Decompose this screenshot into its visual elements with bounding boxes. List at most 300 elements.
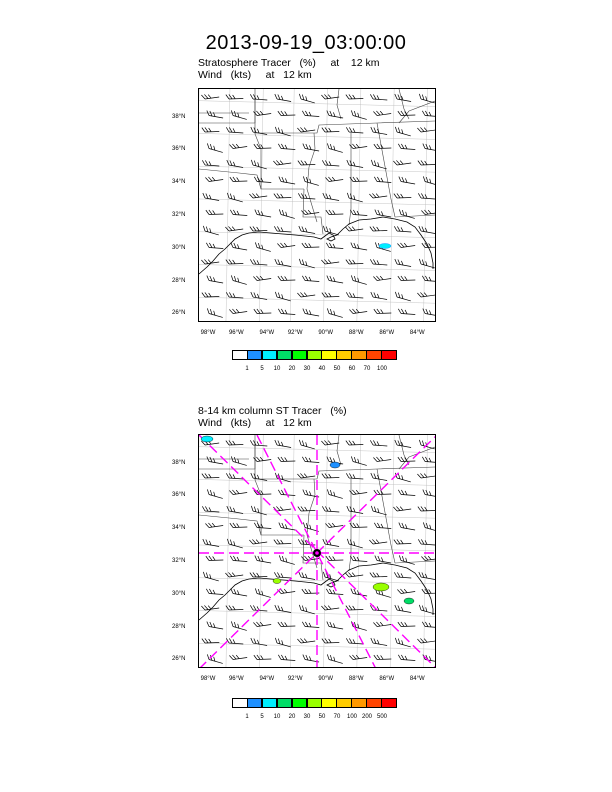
wind-barb — [278, 107, 295, 119]
wind-barb — [346, 471, 363, 481]
wind-barb — [322, 158, 339, 168]
wind-barb — [322, 124, 339, 136]
wind-barb — [278, 618, 295, 630]
wind-barb — [323, 193, 339, 202]
wind-barb — [302, 109, 319, 119]
latitude-gridline — [199, 265, 436, 271]
wind-barb — [206, 587, 223, 597]
wind-barb — [254, 140, 271, 152]
panel-1-title-wind: Wind (kts) at 12 km — [198, 69, 312, 81]
wind-barb — [351, 588, 367, 597]
wind-barb — [226, 91, 243, 103]
wind-barb — [351, 456, 368, 465]
wind-barb — [299, 259, 316, 268]
colorbar-swatch — [277, 698, 293, 708]
wind-barb — [205, 518, 223, 531]
wind-barb — [207, 308, 224, 317]
colorbar-swatch — [351, 350, 367, 360]
wind-barb — [205, 172, 223, 185]
wind-barb — [422, 109, 436, 119]
state-border — [307, 133, 317, 222]
wind-barb — [206, 206, 223, 218]
longitude-gridline — [290, 435, 294, 668]
colorbar-label: 70 — [333, 714, 341, 720]
wind-barb — [203, 572, 220, 581]
state-border — [399, 447, 435, 469]
panel-2-map-svg — [199, 435, 436, 668]
wind-barb — [321, 90, 339, 103]
wind-barb — [254, 175, 271, 185]
wind-barb — [274, 224, 291, 234]
wind-barb — [370, 92, 387, 102]
wind-barb — [393, 502, 411, 515]
latitude-tick-label: 36°N — [172, 146, 186, 153]
wind-barb — [398, 653, 415, 663]
wind-barb — [226, 636, 243, 646]
colorbar-label: 1 — [245, 714, 249, 720]
latitude-gridline — [199, 166, 436, 172]
wind-barb — [279, 209, 296, 218]
wind-barb — [299, 94, 316, 103]
wind-barb — [275, 440, 291, 449]
wind-barb — [375, 209, 391, 218]
wind-barb — [373, 106, 391, 119]
wind-barb — [277, 238, 295, 251]
tracer-contour — [273, 579, 281, 584]
wind-barb — [255, 242, 272, 251]
wind-barb — [253, 106, 271, 119]
wind-barb — [274, 536, 291, 548]
colorbar-swatch — [277, 350, 293, 360]
colorbar-swatch — [321, 350, 337, 360]
main-title: 2013-09-19_03:00:00 — [205, 32, 407, 54]
colorbar-label: 100 — [376, 366, 388, 372]
wind-barb — [374, 521, 391, 531]
wind-barb — [346, 256, 363, 268]
wind-barb — [398, 307, 415, 317]
wind-barb — [231, 110, 248, 119]
wind-barb — [373, 452, 391, 465]
longitude-tick-label: 96°W — [228, 330, 244, 336]
wind-barb — [326, 206, 343, 218]
wind-barb — [274, 190, 291, 202]
colorbar-label: 70 — [363, 366, 371, 372]
wind-barb — [346, 602, 363, 614]
wind-barb — [226, 471, 243, 481]
wind-barb — [202, 289, 219, 301]
wind-barb — [417, 634, 435, 647]
wind-barb — [351, 621, 368, 630]
wind-barb — [207, 275, 223, 284]
longitude-tick-label: 90°W — [318, 676, 334, 682]
wind-barb — [325, 172, 343, 185]
colorbar-swatch — [381, 350, 397, 360]
colorbar-label: 50 — [333, 366, 341, 372]
longitude-gridline — [259, 89, 263, 322]
wind-barb — [231, 588, 247, 597]
wind-barb — [254, 521, 271, 531]
wind-barb — [397, 584, 415, 597]
wind-barb — [326, 241, 343, 251]
latitude-tick-label: 34°N — [172, 525, 186, 532]
colorbar-label: 20 — [288, 714, 296, 720]
tracer-contour — [201, 436, 213, 442]
wind-barb — [207, 654, 224, 663]
colorbar-label: 1 — [245, 366, 249, 372]
wind-barb — [254, 651, 271, 663]
longitude-tick-label: 88°W — [348, 676, 364, 682]
wind-barb — [207, 110, 223, 119]
colorbar-label: 500 — [376, 714, 388, 720]
longitude-gridline — [226, 435, 230, 668]
wind-barb — [370, 569, 387, 581]
wind-barb — [345, 568, 363, 581]
longitude-gridline — [324, 89, 328, 322]
wind-barb — [298, 191, 315, 201]
wind-barb — [350, 519, 367, 531]
wind-barb — [277, 584, 295, 597]
wind-barb — [350, 173, 367, 185]
latitude-tick-label: 30°N — [172, 244, 186, 251]
latitude-tick-label: 26°N — [172, 310, 186, 317]
wind-barb — [302, 239, 319, 251]
wind-barb — [230, 173, 247, 185]
wind-barb — [399, 209, 416, 218]
longitude-tick-label: 90°W — [318, 330, 334, 336]
wind-barb — [371, 638, 387, 647]
longitude-tick-label: 86°W — [379, 676, 395, 682]
panel-2-map — [198, 434, 436, 668]
wind-barb — [299, 226, 315, 235]
wind-barb — [273, 502, 291, 515]
wind-barb — [299, 440, 316, 449]
latitude-tick-label: 26°N — [172, 656, 186, 663]
wind-barb — [298, 157, 315, 169]
wind-barb — [347, 539, 364, 548]
latitude-gridline — [199, 101, 436, 107]
wind-barb — [371, 292, 387, 301]
longitude-tick-label: 94°W — [259, 676, 275, 682]
longitude-gridline — [423, 435, 427, 668]
wind-barb — [351, 110, 368, 119]
wind-barb — [250, 92, 267, 102]
wind-barb — [395, 605, 411, 614]
wind-barb — [395, 127, 412, 136]
wind-barb — [351, 242, 367, 251]
wind-barb — [327, 308, 344, 317]
wind-barb — [345, 222, 363, 235]
longitude-tick-label: 92°W — [287, 676, 303, 682]
wind-barb — [393, 156, 411, 169]
wind-barb — [418, 191, 435, 201]
wind-barb — [231, 456, 248, 465]
wind-barb — [423, 143, 436, 152]
wind-barb — [203, 226, 220, 235]
latitude-tick-label: 32°N — [172, 557, 186, 564]
colorbar-label: 10 — [273, 366, 281, 372]
colorbar-label: 200 — [361, 714, 373, 720]
wind-barb — [226, 125, 243, 135]
wind-barb — [347, 160, 363, 169]
wind-barb — [253, 617, 271, 630]
colorbar-label: 10 — [273, 714, 281, 720]
wind-barb — [298, 503, 315, 515]
cross-section-center-dot — [315, 551, 319, 555]
wind-barb — [351, 275, 368, 284]
wind-barb — [346, 125, 363, 135]
wind-barb — [253, 452, 271, 465]
panel-2-title-tracer: 8-14 km column ST Tracer (%) — [198, 405, 347, 417]
wind-barb — [251, 473, 267, 482]
wind-barb — [321, 601, 339, 614]
colorbar-swatch — [262, 698, 278, 708]
wind-barb — [327, 110, 343, 119]
longitude-tick-label: 84°W — [409, 330, 425, 336]
longitude-tick-label: 84°W — [409, 676, 425, 682]
latitude-tick-label: 32°N — [172, 211, 186, 218]
longitude-tick-label: 98°W — [200, 330, 216, 336]
latitude-tick-label: 30°N — [172, 590, 186, 597]
latitude-tick-label: 36°N — [172, 492, 186, 499]
wind-barb — [229, 650, 247, 663]
colorbar-swatch — [307, 698, 323, 708]
wind-barb — [322, 635, 339, 647]
latitude-tick-label: 34°N — [172, 179, 186, 186]
wind-barb — [301, 205, 319, 218]
colorbar-swatch — [232, 698, 248, 708]
wind-barb — [303, 176, 320, 185]
wind-barb — [327, 654, 344, 663]
longitude-tick-label: 98°W — [200, 676, 216, 682]
colorbar-label: 50 — [318, 714, 326, 720]
wind-barb — [374, 305, 391, 317]
state-border — [399, 101, 435, 123]
wind-barb — [418, 157, 435, 169]
wind-barb — [322, 470, 339, 482]
colorbar-swatch — [262, 350, 278, 360]
colorbar-label: 100 — [346, 714, 358, 720]
longitude-tick-label: 86°W — [379, 330, 395, 336]
state-border — [349, 133, 351, 225]
wind-barb — [398, 453, 415, 465]
wind-barb — [229, 304, 247, 317]
wind-barb — [297, 634, 315, 647]
colorbar-swatch — [247, 350, 263, 360]
wind-barb — [297, 288, 315, 301]
tracer-contour — [373, 583, 389, 591]
state-border — [395, 215, 435, 217]
colorbar-label: 5 — [260, 714, 264, 720]
wind-barb — [278, 142, 295, 152]
colorbar-swatch — [336, 698, 352, 708]
colorbar-swatch — [292, 698, 308, 708]
longitude-tick-label: 96°W — [228, 676, 244, 682]
wind-barb — [231, 621, 248, 630]
wind-barb — [229, 139, 247, 152]
wind-barb — [417, 123, 435, 136]
panel-1-map-svg — [199, 89, 436, 322]
state-border — [199, 515, 261, 535]
wind-barb — [303, 308, 319, 317]
wind-barb — [349, 650, 367, 663]
wind-barb — [327, 621, 343, 630]
wind-barb — [349, 139, 367, 152]
colorbar-swatch — [232, 350, 248, 360]
wind-barb — [369, 535, 387, 548]
wind-barb — [374, 140, 391, 152]
wind-barb — [417, 469, 435, 482]
wind-barb — [398, 618, 415, 630]
wind-barb — [275, 259, 291, 268]
panel-1-map — [198, 88, 436, 322]
wind-barb — [349, 485, 367, 498]
panel-2-title-wind: Wind (kts) at 12 km — [198, 417, 312, 429]
latitude-tick-label: 28°N — [172, 623, 186, 630]
wind-barb — [398, 142, 415, 152]
wind-barb — [231, 275, 248, 284]
wind-barb — [297, 469, 315, 482]
colorbar-swatch — [292, 350, 308, 360]
wind-barb — [399, 555, 416, 564]
wind-barb — [297, 123, 315, 136]
wind-barb — [230, 208, 247, 218]
longitude-tick-label: 88°W — [348, 330, 364, 336]
latitude-gridline — [199, 133, 436, 139]
wind-barb — [278, 272, 295, 284]
wind-barb — [249, 535, 267, 548]
wind-barb — [418, 537, 435, 547]
wind-barb — [206, 552, 223, 564]
wind-barb — [203, 193, 219, 202]
wind-barb — [201, 90, 219, 103]
colorbar-label: 5 — [260, 366, 264, 372]
wind-barb — [275, 94, 291, 103]
wind-barb — [398, 488, 415, 498]
colorbar-swatch — [366, 698, 382, 708]
wind-barb — [321, 255, 339, 268]
wind-barb — [347, 193, 364, 202]
colorbar-label: 30 — [303, 714, 311, 720]
tracer-contour — [404, 598, 414, 604]
wind-barb — [423, 489, 436, 498]
wind-barb — [229, 485, 247, 498]
wind-barb — [230, 519, 247, 531]
wind-barb — [370, 257, 387, 267]
wind-barb — [398, 107, 415, 119]
wind-barb — [421, 205, 436, 218]
wind-barb — [370, 603, 387, 613]
colorbar-label: 30 — [303, 366, 311, 372]
wind-barb — [394, 570, 411, 580]
wind-barb — [207, 143, 224, 152]
tracer-contour — [379, 244, 391, 249]
state-border — [199, 169, 261, 189]
wind-barb — [255, 209, 271, 218]
wind-barb — [374, 651, 391, 663]
wind-barb — [251, 127, 267, 136]
wind-barb — [226, 437, 243, 449]
colorbar-label: 20 — [288, 366, 296, 372]
colorbar-swatch — [307, 350, 323, 360]
wind-barb — [322, 504, 339, 514]
wind-barb — [227, 539, 244, 548]
latitude-tick-label: 38°N — [172, 113, 186, 120]
state-border — [395, 561, 435, 563]
wind-barb — [203, 539, 219, 548]
wind-barb — [397, 238, 415, 251]
tracer-contour — [330, 462, 340, 468]
colorbar-label: 40 — [318, 366, 326, 372]
colorbar-label: 60 — [348, 366, 356, 372]
wind-barb — [399, 176, 415, 185]
wind-barb — [395, 292, 412, 301]
wind-barb — [375, 555, 391, 564]
wind-barb — [395, 259, 411, 268]
wind-barb — [255, 588, 272, 597]
wind-barb — [303, 143, 319, 152]
longitude-gridline — [423, 89, 427, 322]
wind-barb — [370, 438, 387, 448]
wind-barb — [299, 572, 315, 581]
latitude-gridline — [199, 232, 436, 238]
wind-barb — [417, 288, 435, 301]
wind-barb — [418, 503, 435, 515]
wind-barb — [394, 536, 411, 548]
wind-barb — [226, 290, 243, 300]
wind-barb — [255, 555, 271, 564]
wind-barb — [395, 638, 412, 647]
wind-barb — [422, 455, 436, 465]
longitude-gridline — [226, 89, 230, 322]
colorbar-swatch — [247, 698, 263, 708]
wind-barb — [395, 94, 411, 103]
wind-barb — [327, 143, 344, 152]
wind-barb — [231, 242, 247, 251]
wind-barb — [275, 127, 292, 136]
wind-barb — [278, 653, 295, 663]
wind-barb — [419, 226, 435, 235]
wind-barb — [394, 190, 411, 202]
wind-barb — [370, 223, 387, 235]
wind-barb — [278, 453, 295, 465]
wind-barb — [327, 489, 344, 498]
wind-barb — [227, 193, 244, 202]
wind-barb — [249, 189, 267, 202]
panel-1-title-tracer: Stratosphere Tracer (%) at 12 km — [198, 57, 380, 69]
wind-barb — [394, 224, 411, 234]
wind-barb — [419, 572, 435, 581]
colorbar-swatch — [351, 698, 367, 708]
wind-barb — [207, 621, 223, 630]
wind-barb — [299, 605, 316, 614]
colorbar-swatch — [381, 698, 397, 708]
wind-barb — [202, 635, 219, 647]
wind-barb — [346, 290, 363, 300]
wind-barb — [398, 272, 415, 284]
wind-barb — [322, 289, 339, 301]
wind-barb — [327, 275, 343, 284]
wind-barb — [423, 176, 436, 185]
wind-barb — [349, 304, 367, 317]
colorbar-swatch — [321, 698, 337, 708]
latitude-tick-label: 38°N — [172, 459, 186, 466]
panel-2-colorbar — [232, 698, 396, 708]
wind-barb — [373, 617, 391, 630]
longitude-tick-label: 92°W — [287, 330, 303, 336]
wind-barb — [369, 189, 387, 202]
wind-barb — [373, 271, 391, 284]
wind-barb — [399, 522, 415, 531]
